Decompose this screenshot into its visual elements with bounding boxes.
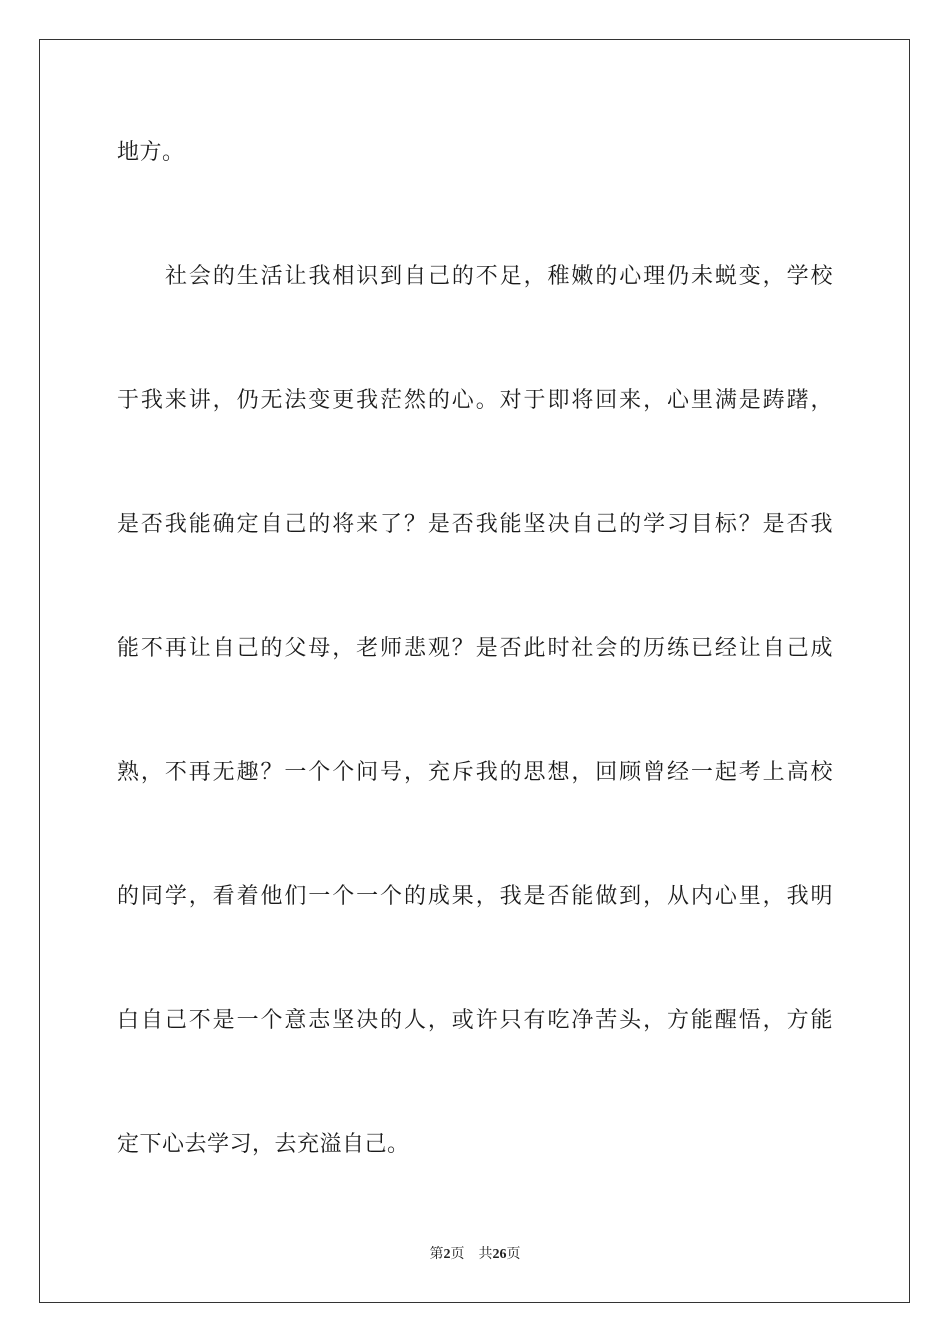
total-pages: 26 <box>492 1247 507 1262</box>
total-suffix: 页 <box>506 1246 521 1262</box>
page-border <box>39 39 910 1303</box>
page-number: 2 <box>443 1247 451 1262</box>
page-footer <box>0 1244 950 1265</box>
text-line-1: 地方。 <box>117 140 185 165</box>
text-line-6: 熟，不再无趣？一个个问号，充斥我的思想，回顾曾经一起考上高校 <box>117 760 833 785</box>
text-line-7: 的同学，看着他们一个一个的成果，我是否能做到，从内心里，我明 <box>117 884 833 909</box>
text-line-5: 能不再让自己的父母，老师悲观？是否此时社会的历练已经让自己成 <box>117 636 833 661</box>
text-line-2: 社会的生活让我相识到自己的不足，稚嫩的心理仍未蜕变，学校 <box>165 264 833 289</box>
total-prefix: 共 <box>478 1246 493 1262</box>
page-suffix: 页 <box>450 1246 465 1262</box>
text-line-3: 于我来讲，仍无法变更我茫然的心。对于即将回来，心里满是踌躇， <box>117 388 833 413</box>
text-line-9: 定下心去学习，去充溢自己。 <box>117 1132 410 1157</box>
page-prefix: 第 <box>429 1246 444 1262</box>
text-line-4: 是否我能确定自己的将来了？是否我能坚决自己的学习目标？是否我 <box>117 512 833 537</box>
text-line-8: 白自己不是一个意志坚决的人，或许只有吃净苦头，方能醒悟，方能 <box>117 1008 833 1033</box>
